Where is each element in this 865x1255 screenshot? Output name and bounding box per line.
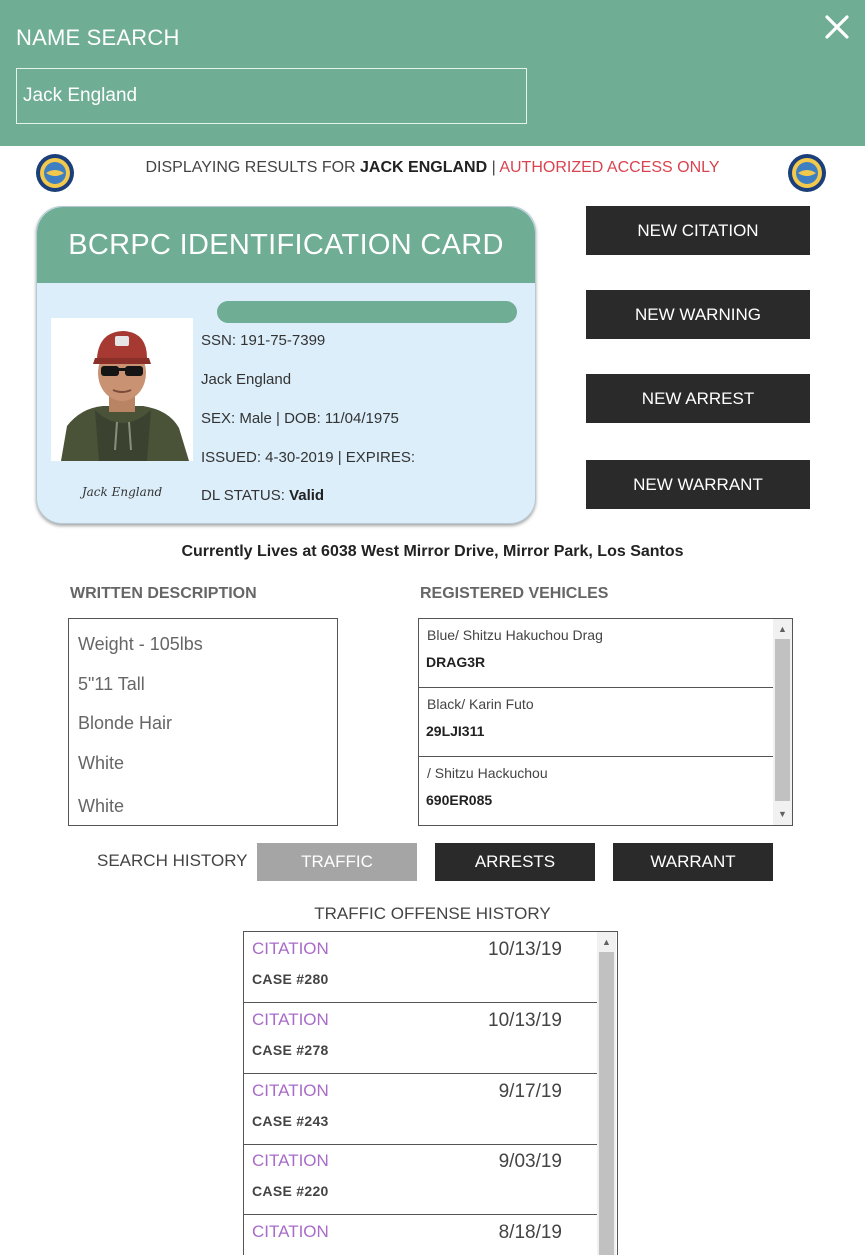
dmv-seal-icon (787, 153, 827, 193)
vehicle-description: Black/ Karin Futo (427, 696, 534, 712)
results-separator: | (487, 159, 500, 176)
list-item[interactable] (244, 1003, 597, 1074)
ssn-field: SSN: 191-75-7399 (201, 332, 326, 349)
close-icon[interactable] (823, 13, 851, 41)
tab-arrests[interactable]: ARRESTS (435, 843, 595, 881)
page-title: NAME SEARCH (16, 25, 180, 50)
offense-type: CITATION (252, 1081, 329, 1100)
scroll-up-arrow-icon[interactable]: ▲ (602, 937, 611, 947)
offense-type: CITATION (252, 1151, 329, 1170)
offense-date: 9/17/19 (498, 1081, 562, 1102)
new-citation-button[interactable]: NEW CITATION (586, 206, 810, 255)
history-scrollbar[interactable] (597, 932, 616, 1255)
description-weight: Weight - 105lbs (78, 634, 203, 654)
id-card-header (37, 207, 535, 283)
written-description-label: WRITTEN DESCRIPTION (70, 585, 257, 602)
list-item[interactable] (244, 932, 597, 1003)
new-warrant-button[interactable]: NEW WARRANT (586, 460, 810, 509)
offense-type: CITATION (252, 1010, 329, 1029)
written-description-box (68, 618, 338, 826)
offense-date: 9/03/19 (498, 1151, 562, 1172)
issued-expires-field: ISSUED: 4-30-2019 | EXPIRES: (201, 449, 415, 466)
vehicle-description: / Shitzu Hackuchou (427, 765, 548, 781)
scroll-thumb[interactable] (775, 639, 790, 801)
identification-card (36, 206, 536, 524)
vehicle-item[interactable] (419, 757, 773, 826)
vehicle-description: Blue/ Shitzu Hakuchou Drag (427, 627, 603, 643)
description-hair: Blonde Hair (78, 713, 173, 733)
scroll-up-arrow-icon[interactable]: ▲ (778, 624, 787, 634)
offense-date: 10/13/19 (488, 939, 562, 960)
case-number: CASE #220 (252, 1183, 329, 1199)
scroll-down-arrow-icon[interactable]: ▼ (778, 809, 787, 819)
description-race: White (78, 753, 125, 773)
results-prefix: DISPLAYING RESULTS FOR (145, 159, 361, 176)
case-number: CASE #280 (252, 971, 329, 987)
current-address: Currently Lives at 6038 West Mirror Drive, Mirror Park, Los Santos (181, 543, 684, 560)
id-card-title: BCRPC IDENTIFICATION CARD (68, 228, 504, 261)
vehicle-plate: 29LJI311 (426, 723, 485, 739)
authorized-access-notice: AUTHORIZED ACCESS ONLY (499, 159, 720, 176)
sex-dob-field: SEX: Male | DOB: 11/04/1975 (201, 410, 399, 427)
name-field: Jack England (201, 371, 292, 388)
id-card-band (217, 301, 517, 323)
dl-status-field (201, 487, 324, 504)
signature: Jack England (81, 485, 163, 499)
offense-type: CITATION (252, 939, 329, 958)
vehicle-plate: DRAG3R (426, 654, 486, 670)
name-search-input[interactable] (16, 68, 527, 124)
results-name: JACK ENGLAND (360, 159, 488, 176)
new-warning-button[interactable]: NEW WARNING (586, 290, 810, 339)
offense-type: CITATION (252, 1222, 329, 1241)
search-header (0, 0, 865, 146)
vehicle-item[interactable] (419, 619, 773, 688)
case-number: CASE #243 (252, 1113, 329, 1129)
registered-vehicles-list[interactable] (418, 618, 793, 826)
list-item[interactable] (244, 1074, 597, 1145)
description-height: 5"11 Tall (78, 674, 145, 694)
offense-date: 8/18/19 (498, 1222, 562, 1243)
list-item[interactable] (244, 1144, 597, 1215)
registered-vehicles-label: REGISTERED VEHICLES (420, 585, 609, 602)
traffic-history-list[interactable] (243, 931, 618, 1255)
offense-date: 10/13/19 (488, 1010, 562, 1031)
results-banner (0, 159, 865, 177)
search-history-label: SEARCH HISTORY (97, 851, 248, 870)
dl-status-label: DL STATUS: (201, 487, 290, 504)
description-skin: White (78, 796, 125, 816)
tab-traffic[interactable]: TRAFFIC (257, 843, 417, 881)
scroll-thumb[interactable] (599, 952, 614, 1255)
case-number: CASE #278 (252, 1042, 329, 1058)
tab-warrant[interactable]: WARRANT (613, 843, 773, 881)
vehicles-scrollbar[interactable] (773, 619, 792, 825)
vehicle-plate: 690ER085 (426, 792, 493, 808)
vehicle-item[interactable] (419, 688, 773, 757)
new-arrest-button[interactable]: NEW ARREST (586, 374, 810, 423)
avatar (51, 318, 193, 461)
list-item[interactable] (244, 1215, 597, 1255)
traffic-history-title: TRAFFIC OFFENSE HISTORY (314, 904, 551, 923)
dl-status-value: Valid (289, 487, 325, 504)
